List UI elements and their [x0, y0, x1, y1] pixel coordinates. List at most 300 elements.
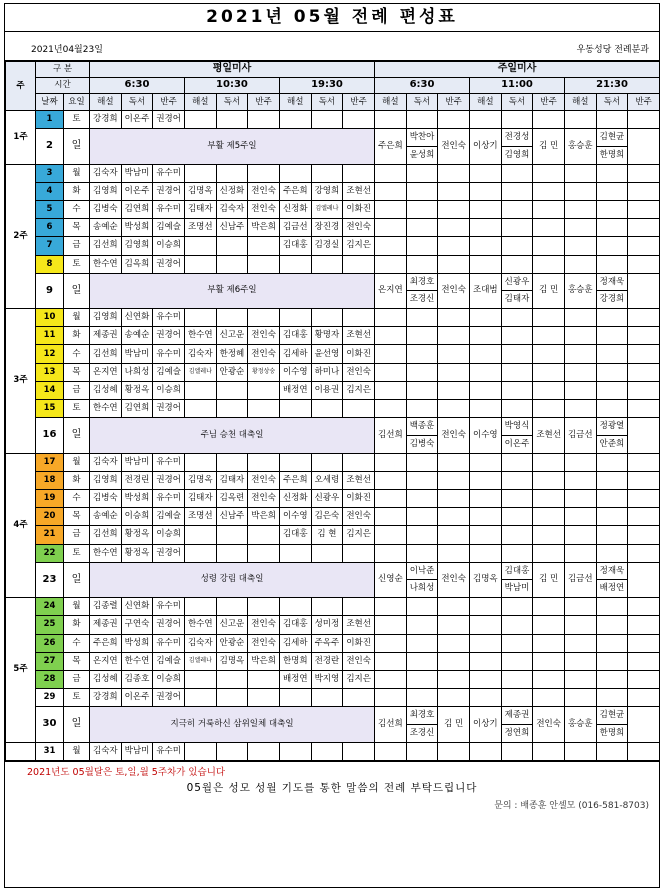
assignment-cell [438, 634, 470, 652]
header-role: 해설 [564, 94, 596, 111]
assignment-cell [596, 182, 628, 200]
date-cell: 11 [36, 327, 64, 345]
week-label: 3주 [6, 309, 36, 454]
assignment-cell [596, 111, 628, 129]
assignment-cell: 김대홍 [279, 237, 311, 255]
assignment-cell [248, 164, 280, 182]
assignment-cell: 홍승훈 [564, 707, 596, 742]
assignment-cell: 김숙자 [216, 200, 248, 218]
assignment-cell: 박은희 [248, 219, 280, 237]
assignment-cell: 조현선 [343, 182, 375, 200]
assignment-cell [438, 508, 470, 526]
assignment-cell: 이상기 [470, 129, 502, 164]
assignment-cell [628, 544, 660, 562]
assignment-cell: 김세하 [279, 634, 311, 652]
assignment-cell [564, 616, 596, 634]
date-cell: 23 [36, 562, 64, 597]
assignment-cell: 김 현 [311, 526, 343, 544]
assignment-cell: 유수미 [153, 164, 185, 182]
assignment-cell [216, 255, 248, 273]
assignment-cell [375, 453, 407, 471]
assignment-cell [470, 670, 502, 688]
assignment-cell [438, 453, 470, 471]
assignment-cell [406, 634, 438, 652]
assignment-cell [564, 508, 596, 526]
week-label: 2주 [6, 164, 36, 309]
assignment-cell [596, 471, 628, 489]
date-cell: 30 [36, 707, 64, 742]
assignment-cell [501, 309, 533, 327]
assignment-cell [406, 182, 438, 200]
assignment-cell [628, 562, 660, 597]
assignment-cell [596, 634, 628, 652]
assignment-cell [628, 742, 660, 760]
assignment-cell: 한수연 [184, 616, 216, 634]
assignment-cell: 김옥희 [121, 255, 153, 273]
assignment-cell [596, 652, 628, 670]
assignment-cell: 김금선 [564, 418, 596, 453]
assignment-cell: 이수영 [470, 418, 502, 453]
week-label [6, 742, 36, 760]
assignment-cell: 박성희 [121, 634, 153, 652]
assignment-cell: 김선희 [375, 707, 407, 742]
dow-cell: 토 [64, 544, 90, 562]
assignment-cell: 김종호 [121, 670, 153, 688]
dow-cell: 화 [64, 616, 90, 634]
assignment-cell: 김영희 [90, 471, 122, 489]
assignment-cell [596, 164, 628, 182]
assignment-cell: 신남주 [216, 219, 248, 237]
assignment-cell [596, 363, 628, 381]
event-name: 부활 제5주일 [90, 129, 375, 164]
assignment-cell [501, 164, 533, 182]
assignment-cell: 전인숙 [343, 219, 375, 237]
assignment-cell [311, 255, 343, 273]
header-role: 독서 [596, 94, 628, 111]
stacked-name: 조경신 [409, 727, 435, 738]
dow-cell: 월 [64, 164, 90, 182]
date-cell: 25 [36, 616, 64, 634]
assignment-cell: 박남미 [121, 453, 153, 471]
assignment-cell [406, 111, 438, 129]
assignment-cell [406, 670, 438, 688]
assignment-cell [438, 327, 470, 345]
assignment-cell: 권경어 [153, 327, 185, 345]
stacked-name: 최경호 [407, 274, 438, 292]
assignment-cell [564, 345, 596, 363]
dow-cell: 금 [64, 381, 90, 399]
assignment-cell [279, 544, 311, 562]
stacked-assignment-cell [501, 129, 533, 164]
assignment-cell [279, 309, 311, 327]
assignment-cell [470, 219, 502, 237]
assignment-cell: 김선희 [375, 418, 407, 453]
assignment-cell: 박남미 [121, 345, 153, 363]
day-row [6, 400, 660, 418]
dow-cell: 토 [64, 400, 90, 418]
assignment-cell: 박은희 [248, 652, 280, 670]
stacked-name: 정재욱 [597, 274, 628, 292]
assignment-cell [438, 670, 470, 688]
assignment-cell [375, 327, 407, 345]
assignment-cell [375, 219, 407, 237]
assignment-cell: 온지연 [375, 273, 407, 308]
assignment-cell: 신남주 [216, 508, 248, 526]
assignment-cell: 권경어 [153, 689, 185, 707]
stacked-name: 정광열 [597, 418, 628, 436]
assignment-cell [438, 182, 470, 200]
assignment-cell [533, 544, 565, 562]
assignment-cell [470, 327, 502, 345]
assignment-cell [596, 237, 628, 255]
assignment-cell: 김은숙 [311, 508, 343, 526]
assignment-cell [438, 489, 470, 507]
assignment-cell: 전인숙 [343, 652, 375, 670]
day-row [6, 111, 660, 129]
assignment-cell: 권경어 [153, 471, 185, 489]
assignment-cell [343, 164, 375, 182]
assignment-cell [406, 526, 438, 544]
assignment-cell [406, 327, 438, 345]
assignment-cell [501, 345, 533, 363]
assignment-cell: 김 민 [533, 562, 565, 597]
assignment-cell: 송예순 [121, 327, 153, 345]
assignment-cell [501, 508, 533, 526]
assignment-cell [628, 598, 660, 616]
assignment-cell [375, 634, 407, 652]
assignment-cell: 김 민 [533, 273, 565, 308]
assignment-cell [564, 164, 596, 182]
assignment-cell: 조명선 [184, 219, 216, 237]
assignment-cell [564, 327, 596, 345]
stacked-name: 나희성 [409, 583, 435, 594]
assignment-cell [564, 200, 596, 218]
assignment-cell [375, 200, 407, 218]
assignment-cell [628, 707, 660, 742]
assignment-cell [533, 689, 565, 707]
assignment-cell [470, 634, 502, 652]
dow-cell: 월 [64, 742, 90, 760]
assignment-cell: 김명옥 [470, 562, 502, 597]
date-cell: 10 [36, 309, 64, 327]
assignment-cell: 조현선 [343, 471, 375, 489]
assignment-cell: 전인숙 [248, 616, 280, 634]
assignment-cell [438, 598, 470, 616]
assignment-cell [438, 742, 470, 760]
day-row [6, 670, 660, 688]
assignment-cell [311, 309, 343, 327]
assignment-cell: 김대홍 [279, 526, 311, 544]
header-role: 독서 [121, 94, 153, 111]
assignment-cell: 한명희 [279, 652, 311, 670]
assignment-cell [501, 598, 533, 616]
stacked-assignment-cell [596, 562, 628, 597]
assignment-cell [279, 255, 311, 273]
header-time-weekday-3: 19:30 [279, 78, 374, 94]
header-time: 시간 [36, 78, 90, 94]
assignment-cell: 이용권 [311, 381, 343, 399]
date-cell: 18 [36, 471, 64, 489]
assignment-cell [406, 689, 438, 707]
assignment-cell [311, 742, 343, 760]
assignment-cell [533, 652, 565, 670]
assignment-cell: 박은희 [248, 508, 280, 526]
date-cell: 17 [36, 453, 64, 471]
header-time-sunday-2: 11:00 [470, 78, 565, 94]
assignment-cell: 이온주 [121, 182, 153, 200]
assignment-cell [596, 400, 628, 418]
assignment-cell: 이화진 [343, 489, 375, 507]
stacked-assignment-cell [501, 707, 533, 742]
dow-cell: 수 [64, 489, 90, 507]
assignment-cell [564, 111, 596, 129]
day-row [6, 598, 660, 616]
created-date: 2021년04월23일 [31, 45, 103, 55]
assignment-cell [406, 742, 438, 760]
header-category: 구 분 [36, 62, 90, 78]
meta-bar [5, 32, 659, 61]
assignment-cell: 이화진 [343, 345, 375, 363]
assignment-cell: 신연화 [121, 309, 153, 327]
assignment-cell [279, 742, 311, 760]
assignment-cell [470, 616, 502, 634]
date-cell: 13 [36, 363, 64, 381]
assignment-cell [596, 255, 628, 273]
assignment-cell [533, 400, 565, 418]
assignment-cell [248, 453, 280, 471]
stacked-assignment-cell [596, 129, 628, 164]
stacked-name: 박남미 [504, 583, 530, 594]
date-cell: 29 [36, 689, 64, 707]
day-row [6, 471, 660, 489]
dow-cell: 금 [64, 670, 90, 688]
assignment-cell [564, 634, 596, 652]
assignment-cell: 전인숙 [343, 363, 375, 381]
assignment-cell [470, 400, 502, 418]
assignment-cell: 전인숙 [248, 489, 280, 507]
stacked-name: 한명희 [599, 149, 625, 160]
assignment-cell [501, 111, 533, 129]
stacked-name: 박영식 [502, 418, 533, 436]
assignment-cell: 전경린 [121, 471, 153, 489]
assignment-cell: 김숙자 [184, 345, 216, 363]
dow-cell: 일 [64, 418, 90, 453]
date-cell: 12 [36, 345, 64, 363]
assignment-cell [470, 111, 502, 129]
assignment-cell: 전인숙 [438, 129, 470, 164]
assignment-cell: 나희성 [121, 363, 153, 381]
assignment-cell: 홍승훈 [564, 129, 596, 164]
assignment-cell [470, 182, 502, 200]
assignment-cell [564, 381, 596, 399]
assignment-cell: 구연숙 [121, 616, 153, 634]
assignment-cell: 권경어 [153, 400, 185, 418]
assignment-cell: 김선희 [90, 526, 122, 544]
assignment-cell [596, 616, 628, 634]
assignment-cell [184, 237, 216, 255]
assignment-cell: 김지은 [343, 526, 375, 544]
assignment-cell: 김지은 [343, 381, 375, 399]
footer-note: 2021년도 05월달은 토,일,월 5주차가 있습니다 [27, 766, 226, 778]
assignment-cell [596, 489, 628, 507]
assignment-cell [248, 670, 280, 688]
assignment-cell [311, 689, 343, 707]
date-cell: 24 [36, 598, 64, 616]
assignment-cell: 권경어 [153, 111, 185, 129]
assignment-cell: 김지은 [343, 237, 375, 255]
assignment-cell [470, 652, 502, 670]
stacked-assignment-cell [406, 562, 438, 597]
assignment-cell [311, 164, 343, 182]
assignment-cell [248, 526, 280, 544]
assignment-cell [501, 489, 533, 507]
stacked-name: 김태자 [504, 294, 530, 305]
stacked-name: 제종권 [502, 707, 533, 725]
date-cell: 21 [36, 526, 64, 544]
assignment-cell: 김종렬 [90, 598, 122, 616]
assignment-cell [470, 200, 502, 218]
dow-cell: 토 [64, 689, 90, 707]
assignment-cell: 김엘레나 [184, 363, 216, 381]
assignment-cell [279, 453, 311, 471]
assignment-cell [375, 237, 407, 255]
assignment-cell [533, 616, 565, 634]
assignment-cell [184, 670, 216, 688]
header-role: 해설 [470, 94, 502, 111]
assignment-cell: 박성희 [121, 489, 153, 507]
footer-request: 05월은 성모 성월 기도를 통한 말씀의 전례 부탁드립니다 [186, 781, 478, 794]
assignment-cell: 김명옥 [216, 652, 248, 670]
assignment-cell [216, 526, 248, 544]
assignment-cell [470, 508, 502, 526]
sunday-row [6, 707, 660, 742]
day-row [6, 489, 660, 507]
assignment-cell [375, 471, 407, 489]
assignment-cell [628, 182, 660, 200]
assignment-cell: 하미나 [311, 363, 343, 381]
assignment-cell [628, 111, 660, 129]
assignment-cell: 오세령 [311, 471, 343, 489]
assignment-cell: 전인숙 [438, 273, 470, 308]
sunday-row [6, 562, 660, 597]
assignment-cell: 전인숙 [343, 508, 375, 526]
date-cell: 19 [36, 489, 64, 507]
assignment-cell: 전인숙 [248, 345, 280, 363]
header-time-sunday-1: 6:30 [375, 78, 470, 94]
assignment-cell: 박지영 [311, 670, 343, 688]
day-row [6, 526, 660, 544]
assignment-cell [628, 418, 660, 453]
assignment-cell [533, 182, 565, 200]
assignment-cell: 전인숙 [248, 634, 280, 652]
assignment-cell: 김금선 [564, 562, 596, 597]
assignment-cell [343, 544, 375, 562]
assignment-cell [628, 129, 660, 164]
assignment-cell: 전인숙 [248, 327, 280, 345]
assignment-cell: 김세하 [279, 345, 311, 363]
assignment-cell: 김태자 [184, 200, 216, 218]
assignment-cell [596, 381, 628, 399]
assignment-cell [564, 670, 596, 688]
assignment-cell [248, 598, 280, 616]
header-role: 해설 [279, 94, 311, 111]
assignment-cell: 김엘레나 [184, 652, 216, 670]
assignment-cell [470, 453, 502, 471]
day-row [6, 381, 660, 399]
assignment-cell: 이승희 [153, 237, 185, 255]
assignment-cell [501, 200, 533, 218]
assignment-cell: 윤선영 [311, 345, 343, 363]
assignment-cell [533, 111, 565, 129]
assignment-cell [533, 489, 565, 507]
assignment-cell [470, 237, 502, 255]
assignment-cell [184, 453, 216, 471]
assignment-cell [438, 616, 470, 634]
dow-cell: 목 [64, 363, 90, 381]
assignment-cell: 이수영 [279, 363, 311, 381]
assignment-cell: 유수미 [153, 309, 185, 327]
dow-cell: 화 [64, 471, 90, 489]
assignment-cell: 황정옥 [121, 526, 153, 544]
assignment-cell: 한수연 [90, 544, 122, 562]
date-cell: 2 [36, 129, 64, 164]
sunday-row [6, 129, 660, 164]
assignment-cell: 김영희 [90, 182, 122, 200]
assignment-cell: 김대홍 [279, 327, 311, 345]
assignment-cell [438, 237, 470, 255]
assignment-cell: 조명선 [184, 508, 216, 526]
assignment-cell: 김대홍 [279, 616, 311, 634]
assignment-cell: 김예슬 [153, 652, 185, 670]
assignment-cell [628, 273, 660, 308]
assignment-cell [628, 652, 660, 670]
assignment-cell [343, 309, 375, 327]
assignment-cell [501, 616, 533, 634]
stacked-name: 김현균 [597, 129, 628, 147]
assignment-cell [628, 526, 660, 544]
dow-cell: 수 [64, 345, 90, 363]
dow-cell: 화 [64, 182, 90, 200]
assignment-cell: 김예슬 [153, 219, 185, 237]
dow-cell: 수 [64, 634, 90, 652]
dow-cell: 월 [64, 598, 90, 616]
assignment-cell [564, 363, 596, 381]
assignment-cell [406, 255, 438, 273]
assignment-cell [343, 255, 375, 273]
assignment-cell: 유수미 [153, 742, 185, 760]
assignment-cell [501, 327, 533, 345]
assignment-cell [343, 598, 375, 616]
stacked-name: 백종훈 [407, 418, 438, 436]
assignment-cell [470, 489, 502, 507]
assignment-cell: 강경희 [90, 689, 122, 707]
assignment-cell: 이수영 [279, 508, 311, 526]
assignment-cell [596, 544, 628, 562]
header-time-weekday-2: 10:30 [184, 78, 279, 94]
assignment-cell [184, 381, 216, 399]
assignment-cell [438, 689, 470, 707]
assignment-cell [564, 453, 596, 471]
assignment-cell: 권경어 [153, 255, 185, 273]
stacked-name: 정재욱 [597, 563, 628, 581]
assignment-cell [406, 471, 438, 489]
assignment-cell [628, 634, 660, 652]
assignment-cell [438, 544, 470, 562]
header-role: 반주 [343, 94, 375, 111]
assignment-cell [375, 652, 407, 670]
sunday-row [6, 418, 660, 453]
header-role: 반주 [153, 94, 185, 111]
